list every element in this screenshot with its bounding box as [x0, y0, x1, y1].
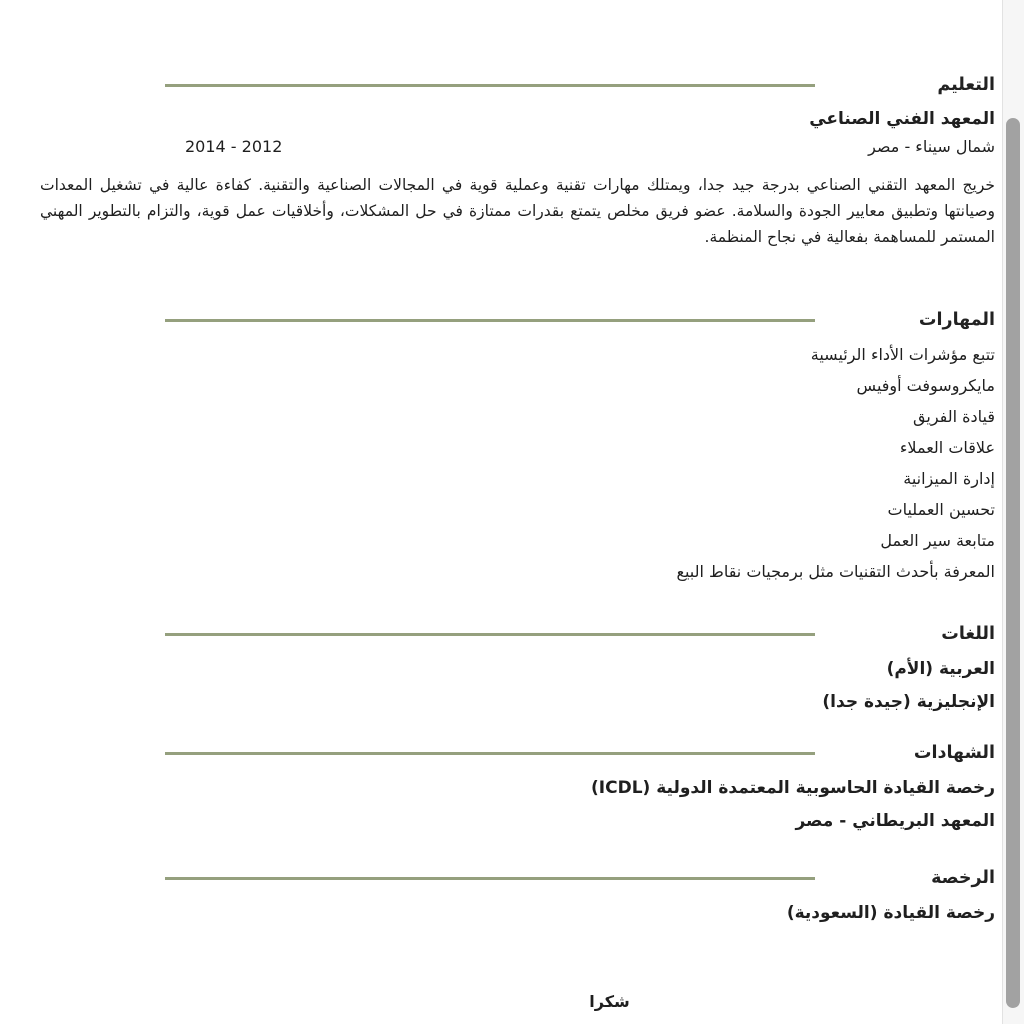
section-divider-line: [165, 319, 815, 322]
education-heading-row: [40, 71, 995, 98]
languages-heading: اللغات: [941, 623, 995, 644]
language-item: الإنجليزية (جيدة جدا): [822, 692, 995, 712]
certificates-heading-row: [40, 739, 995, 766]
license-list: [40, 897, 995, 930]
certificates-heading: الشهادات: [913, 742, 995, 763]
skills-heading: المهارات: [918, 309, 995, 330]
section-license: [40, 864, 995, 930]
scrollbar-thumb[interactable]: [1006, 118, 1020, 1008]
license-item: رخصة القيادة (السعودية): [786, 903, 995, 923]
education-dates: 2012 - 2014: [185, 137, 283, 156]
certificate-item: المعهد البريطاني - مصر: [795, 811, 995, 831]
section-skills: [40, 306, 995, 587]
languages-list: [40, 653, 995, 719]
skill-item: قيادة الفريق: [913, 407, 995, 426]
section-divider-line: [165, 752, 815, 755]
license-heading-row: [40, 864, 995, 891]
section-education: [40, 71, 995, 250]
certificates-list: [40, 772, 995, 838]
skills-list: [40, 339, 995, 587]
scrollbar[interactable]: [1002, 0, 1024, 1024]
education-location: شمال سيناء - مصر: [868, 137, 995, 156]
thanks-text: شكرا: [589, 992, 630, 1011]
section-divider-line: [165, 84, 815, 87]
section-divider-line: [165, 877, 815, 880]
skill-item: علاقات العملاء: [899, 438, 995, 457]
skill-item: تتبع مؤشرات الأداء الرئيسية: [810, 345, 995, 364]
skill-item: إدارة الميزانية: [903, 469, 995, 488]
skill-item: متابعة سير العمل: [880, 531, 995, 550]
skill-item: المعرفة بأحدث التقنيات مثل برمجيات نقاط البيع: [676, 562, 995, 581]
license-heading: الرخصة: [931, 867, 995, 888]
education-institution: المعهد الفني الصناعي: [809, 109, 995, 129]
certificate-item: رخصة القيادة الحاسوبية المعتمدة الدولية (ICDL): [591, 778, 995, 798]
education-summary: خريج المعهد التقني الصناعي بدرجة جيد جدا، ويمتلك مهارات تقنية وعملية قوية في المجالات الصناعية والتقنية. كفاءة عالية في تشغيل المعدات وصيانتها وتطبيق معايير الجودة والسلامة. عضو فريق مخلص يتمتع بقدرات ممتازة في حل المشكلات، وأخلاقيات عمل قوية، والتزام بالتطوير المهني المستمر للمساهمة بفعالية في نجاح المنظمة.: [40, 176, 995, 246]
section-divider-line: [165, 633, 815, 636]
section-languages: [40, 620, 995, 719]
skills-heading-row: [40, 306, 995, 333]
skill-item: تحسين العمليات: [887, 500, 995, 519]
section-certificates: [40, 739, 995, 838]
skill-item: مايكروسوفت أوفيس: [856, 376, 995, 395]
education-heading: التعليم: [937, 74, 995, 95]
education-meta-row: [40, 134, 995, 159]
language-item: العربية (الأم): [886, 659, 995, 679]
languages-heading-row: [40, 620, 995, 647]
